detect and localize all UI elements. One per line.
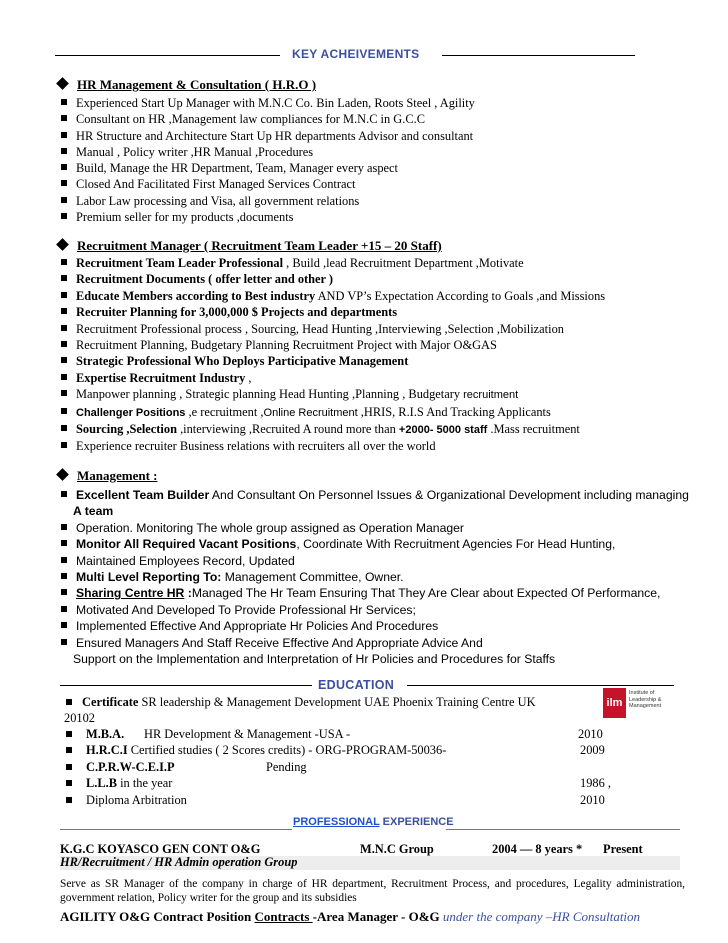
bullet-icon [61, 164, 67, 170]
list-item-bold: Sharing Centre HR [76, 586, 185, 601]
list-item-text: , Build ,lead Recruitment Department ,Motivate [283, 256, 524, 270]
list-item-bold: Monitor All Required Vacant Positions [76, 537, 297, 552]
list-item-text: Closed And Facilitated First Managed Services Contract [76, 177, 356, 192]
agility-line: AGILITY O&G Contract Position Contracts -Area Manager - O&G under the company –HR Consultation [60, 909, 641, 924]
bullet-icon [61, 491, 67, 497]
bullet-icon [61, 573, 67, 579]
list-item-text: ,HRIS, R.I.S And Tracking Applicants [357, 404, 551, 419]
list-item-bold: Recruitment Team Leader Professional [76, 256, 284, 270]
list-item-bold: Recruiter Planning for 3,000,000 $ Projects and departments [76, 305, 398, 320]
experience-rule-left [60, 829, 292, 830]
list-item-text: Ensured Managers And Staff Receive Effective And Appropriate Advice And [76, 635, 483, 650]
management-heading: Management : [58, 468, 158, 484]
bullet-icon [61, 308, 67, 314]
diamond-bullet-icon [56, 238, 69, 251]
list-item-bold: +2000- 5000 staff [398, 424, 488, 437]
education-rule-left [60, 685, 312, 686]
bullet-icon [66, 764, 72, 770]
bullet-icon [61, 622, 67, 628]
recruitment-list [61, 255, 605, 455]
bullet-icon [61, 99, 67, 105]
experience-rule-right [446, 829, 680, 830]
bullet-icon [61, 390, 67, 396]
list-item-text: Build, Manage the HR Department, Team, Manager every aspect [76, 161, 398, 176]
list-item [61, 209, 475, 225]
diamond-bullet-icon [56, 468, 69, 481]
bullet-icon [61, 357, 67, 363]
list-item-continuation: A team [73, 504, 114, 519]
education-row [66, 727, 350, 742]
bullet-icon [61, 197, 67, 203]
key-achievements-title: KEY ACHEIVEMENTS [292, 47, 420, 61]
list-item-bold: Recruitment Documents ( offer letter and other ) [76, 272, 334, 287]
list-item-text: Maintained Employees Record, Updated [76, 553, 295, 568]
list-item [61, 487, 689, 503]
list-item [61, 536, 689, 552]
list-item [61, 144, 475, 160]
list-item [61, 602, 689, 618]
bullet-icon [61, 213, 67, 219]
bullet-icon [61, 180, 67, 186]
list-item [61, 569, 689, 585]
hro-list [61, 95, 475, 225]
list-item-text: Motivated And Developed To Provide Professional Hr Services; [76, 602, 416, 617]
list-item-text: Manpower planning , Strategic planning Head Hunting ,Planning , Budgetary [76, 387, 464, 402]
list-item-text: Labor Law processing and Visa, all government relations [76, 193, 360, 208]
list-item-continuation: Support on the Implementation and Interpretation of Hr Policies and Procedures for Staffs [73, 652, 556, 667]
list-item-text: ,interviewing ,Recruited A round more than [176, 422, 399, 437]
list-item [61, 95, 475, 111]
experience-role: HR/Recruitment / HR Admin operation Group [60, 855, 298, 869]
education-degree: L.L.B [86, 776, 117, 790]
list-item [61, 337, 605, 353]
list-item-text: recruitment [463, 389, 519, 402]
list-item-bold: Sourcing ,Selection [76, 422, 177, 437]
list-item [61, 520, 689, 536]
list-item-text: Recruitment Planning, Budgetary Planning Recruitment Project with Major O&GAS [76, 338, 497, 353]
bullet-icon [66, 780, 72, 786]
education-year: 2009 [580, 743, 605, 757]
list-item-text: Experienced Start Up Manager with M.N.C Co. Bin Laden, Roots Steel , Agility [76, 96, 475, 110]
list-item-text: Premium seller for my products ,documents [76, 210, 294, 225]
list-item-text: Experience recruiter Business relations with recruiters all over the world [76, 439, 436, 454]
ilm-logo-mark: ilm [603, 688, 626, 718]
list-item [61, 553, 689, 569]
list-item [61, 176, 475, 192]
education-certificate-year: 20102 [64, 711, 95, 725]
education-title: EDUCATION [318, 678, 395, 692]
list-item [61, 353, 605, 369]
education-degree: C.P.R.W-C.E.I.P [86, 760, 175, 774]
education-rule-right [407, 685, 674, 686]
section-rule-left [55, 55, 280, 56]
list-item-bold: Educate Members according to Best industry [76, 288, 316, 303]
list-item [61, 585, 689, 601]
list-item-text: Manual , Policy writer ,HR Manual ,Procedures [76, 144, 314, 159]
education-degree: H.R.C.I [86, 743, 128, 757]
list-item-text: Implemented Effective And Appropriate Hr Policies And Procedures [76, 619, 439, 634]
experience-company: K.G.C KOYASCO GEN CONT O&G [60, 842, 261, 856]
education-detail: in the year [117, 776, 173, 790]
bullet-icon [61, 408, 67, 414]
list-item-text: HR Structure and Architecture Start Up HR departments Advisor and consultant [76, 128, 474, 143]
list-item-text: Operation. Monitoring The whole group assigned as Operation Manager [76, 520, 464, 535]
list-item [61, 321, 605, 337]
list-item [61, 193, 475, 209]
list-item [61, 160, 475, 176]
education-detail: Certified studies ( 2 Scores credits) - ORG-PROGRAM-50036- [127, 743, 447, 757]
bullet-icon [61, 606, 67, 612]
list-item [61, 370, 605, 386]
bullet-icon [61, 132, 67, 138]
bullet-icon [61, 442, 67, 448]
list-item-text: ,e recruitment , [185, 404, 264, 419]
bullet-icon [61, 557, 67, 563]
bullet-icon [61, 275, 67, 281]
section-rule-right [442, 55, 635, 56]
list-item-bold: Multi Level Reporting To: [76, 570, 222, 585]
list-item-text: .Mass recruitment [487, 422, 580, 437]
bullet-icon [61, 589, 67, 595]
bullet-icon [61, 148, 67, 154]
list-item-bold: Strategic Professional Who Deploys Participative Management [76, 354, 409, 369]
list-item [61, 618, 689, 634]
ilm-logo-caption: Institute of Leadership & Management [629, 690, 662, 709]
bullet-icon [61, 374, 67, 380]
list-item-text: , [245, 370, 252, 385]
diamond-bullet-icon [56, 77, 69, 90]
education-certificate: Certificate SR leadership & Management Development UAE Phoenix Training Centre UK [66, 695, 536, 710]
bullet-icon [61, 524, 67, 530]
bullet-icon [61, 259, 67, 265]
bullet-icon [66, 747, 72, 753]
bullet-icon [61, 115, 67, 121]
bullet-icon [66, 699, 72, 705]
list-item [61, 421, 605, 438]
list-item-text: Recruitment Professional process , Sourcing, Head Hunting ,Interviewing ,Selection ,Mobilization [76, 321, 564, 336]
list-item-text: Management Committee, Owner. [221, 570, 404, 585]
list-item [61, 304, 605, 320]
list-item [61, 271, 605, 287]
hro-heading: HR Management & Consultation ( H.R.O ) [58, 77, 316, 93]
list-item [61, 404, 605, 421]
list-item [61, 255, 605, 271]
bullet-icon [66, 731, 72, 737]
education-year: 2010 [580, 793, 605, 807]
bullet-icon [61, 425, 67, 431]
ilm-logo [603, 688, 671, 718]
education-detail: Pending [266, 760, 307, 774]
list-item-text: And Consultant On Personnel Issues & Organizational Development including managing [209, 488, 689, 502]
education-degree: M.B.A. [86, 727, 125, 741]
list-item [61, 386, 605, 403]
bullet-icon [66, 797, 72, 803]
list-item-text: Consultant on HR ,Management law compliances for M.N.C in G.C.C [76, 112, 425, 127]
bullet-icon [61, 325, 67, 331]
list-item-text: , Coordinate With Recruitment Agencies For Head Hunting, [296, 537, 616, 552]
experience-title: PROFESSIONAL EXPERIENCE [293, 816, 454, 828]
education-year: 2010 [578, 727, 603, 741]
experience-summary: Serve as SR Manager of the company in charge of HR department, Recruitment Process, and procedures, Legality administration, government relation, Policy writer for the group and its subsidies [60, 878, 685, 904]
bullet-icon [61, 540, 67, 546]
list-item [61, 438, 605, 454]
list-item-bold: : [184, 586, 192, 601]
experience-group: M.N.C Group [360, 842, 434, 856]
education-year: 1986 , [580, 776, 611, 790]
list-item-bold: Challenger Positions [76, 406, 186, 419]
education-row [66, 760, 307, 775]
recruitment-heading: Recruitment Manager ( Recruitment Team Leader +15 – 20 Staff) [58, 238, 442, 254]
education-detail: HR Development & Management -USA - [144, 727, 351, 741]
list-item-bold: Expertise Recruitment Industry [76, 370, 246, 385]
bullet-icon [61, 292, 67, 298]
bullet-icon [61, 639, 67, 645]
bullet-icon [61, 341, 67, 347]
list-item-bold: Excellent Team Builder [76, 488, 210, 502]
list-item [61, 288, 605, 304]
education-detail: Diploma Arbitration [86, 793, 187, 807]
education-row [66, 793, 187, 808]
list-item-text: Managed The Hr Team Ensuring That They Are Clear about Expected Of Performance, [191, 586, 661, 601]
list-item-text: AND VP’s Expectation According to Goals ,and Missions [315, 288, 606, 303]
list-item [61, 111, 475, 127]
list-item [61, 128, 475, 144]
list-item-text: Online Recruitment [263, 406, 358, 419]
list-item [61, 635, 689, 651]
experience-period: 2004 — 8 years * [492, 842, 583, 856]
education-row [66, 743, 446, 758]
management-list [61, 487, 689, 667]
education-row [66, 776, 172, 791]
experience-present: Present [603, 842, 643, 856]
